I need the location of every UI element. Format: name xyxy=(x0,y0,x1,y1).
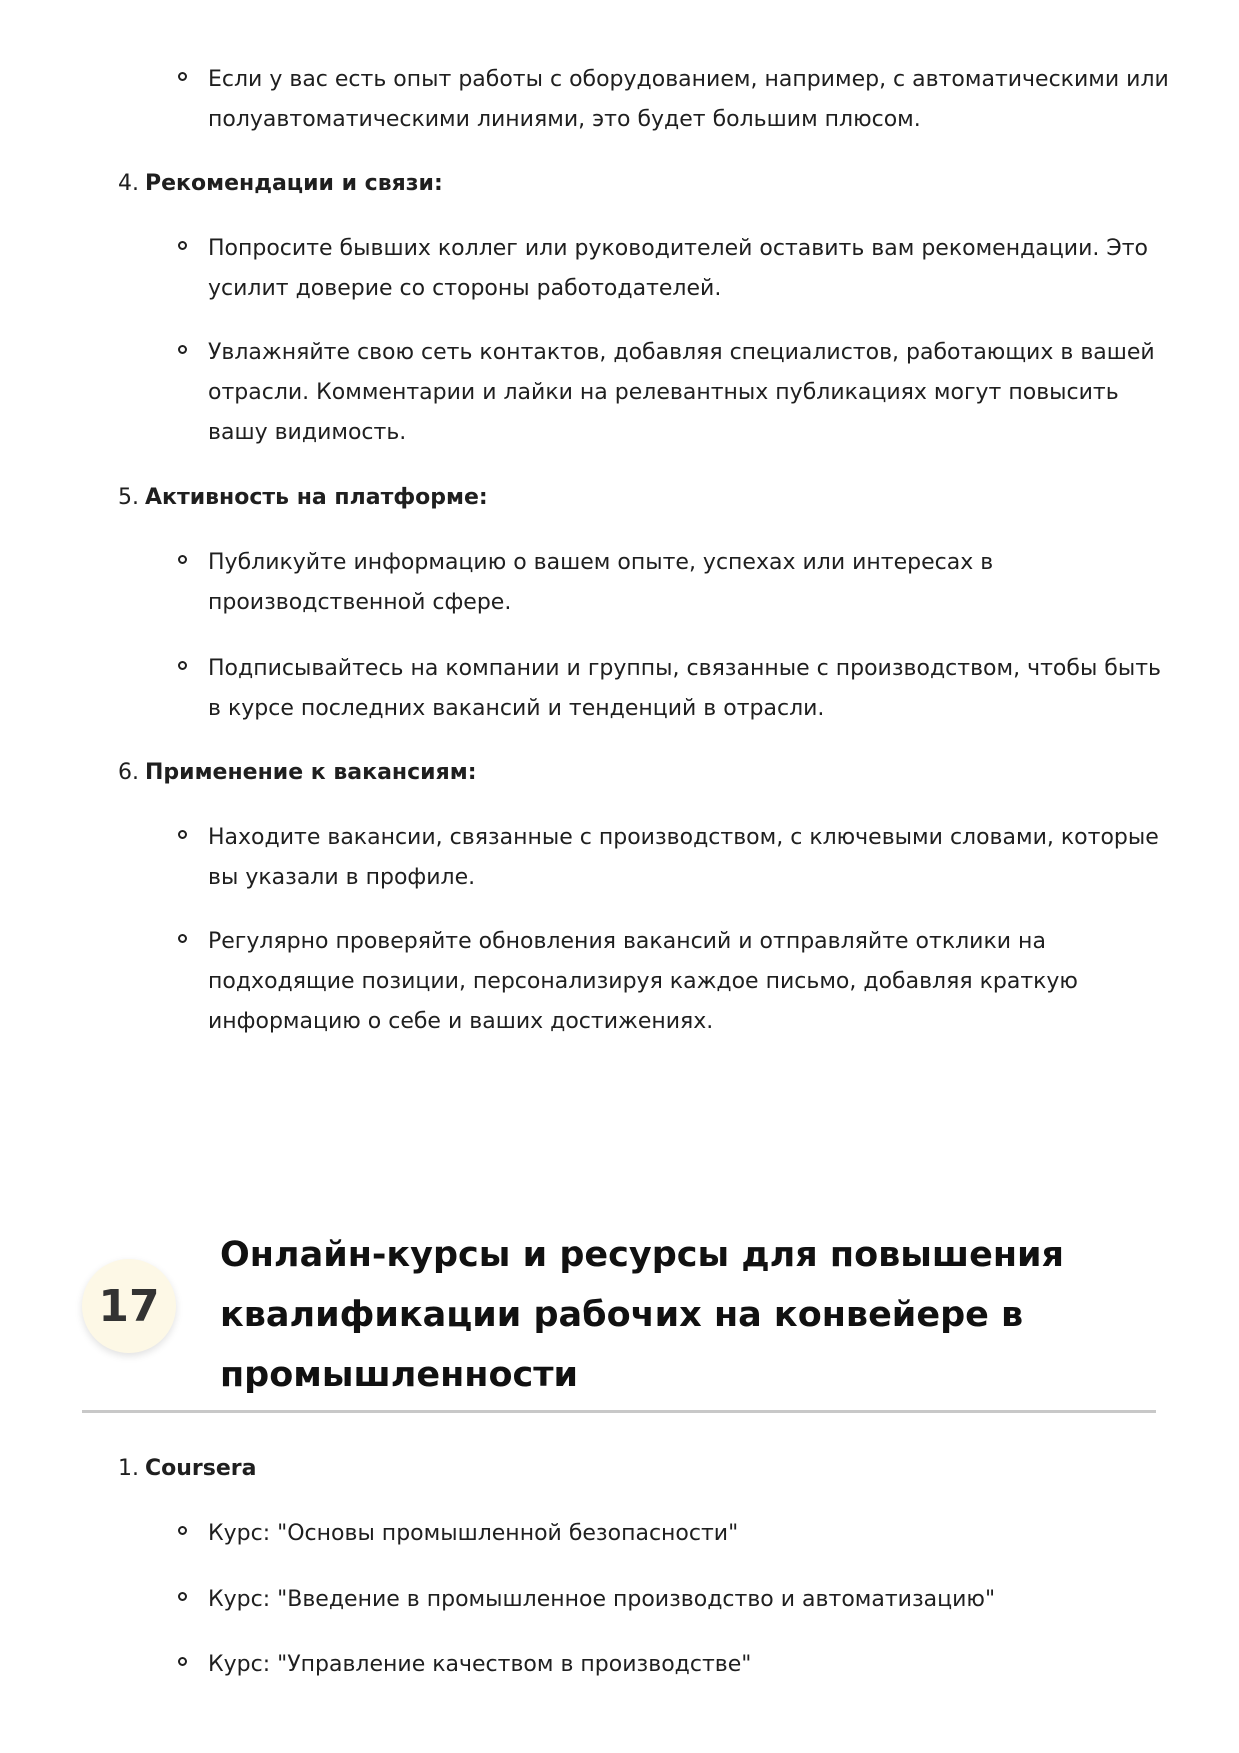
chapter-title: Онлайн-курсы и ресурсы для повышения квалификации рабочих на конвейере в промышленности xyxy=(220,1235,1064,1395)
numbered-heading xyxy=(118,1455,256,1483)
chapter-number-badge: 17 xyxy=(82,1259,176,1353)
item-title: Активность на платформе: xyxy=(145,485,488,510)
item-number: 6. xyxy=(118,760,139,785)
bullet-circle-icon xyxy=(178,241,187,250)
list-item-text: Публикуйте информацию о вашем опыте, успехах или интересах в производственной сфере. xyxy=(208,550,994,615)
item-number: 5. xyxy=(118,485,139,510)
bullet-circle-icon xyxy=(178,555,187,564)
numbered-heading xyxy=(118,484,488,512)
chapter-heading xyxy=(82,1225,1156,1415)
item-title: Рекомендации и связи: xyxy=(145,171,443,196)
item-title: Coursera xyxy=(145,1456,257,1481)
list-item-text: Увлажняйте свою сеть контактов, добавляя специалистов, работающих в вашей отрасли. Комментарии и лайки на релевантных публикациях могут повысить вашу видимость. xyxy=(208,340,1155,445)
list-item-text: Регулярно проверяйте обновления вакансий и отправляйте отклики на подходящие позиции, персонализируя каждое письмо, добавляя краткую информацию о себе и ваших достижениях. xyxy=(208,929,1078,1034)
bullet-circle-icon xyxy=(178,345,187,354)
list-item-text: Курс: "Управление качеством в производстве" xyxy=(208,1652,752,1677)
bullet-circle-icon xyxy=(178,934,187,943)
numbered-heading xyxy=(118,759,477,787)
bullet-circle-icon xyxy=(178,72,187,81)
list-item-text: Находите вакансии, связанные с производством, с ключевыми словами, которые вы указали в профиле. xyxy=(208,825,1159,890)
item-number: 4. xyxy=(118,171,139,196)
divider xyxy=(82,1410,1156,1413)
list-item-text: Подписывайтесь на компании и группы, связанные с производством, чтобы быть в курсе последних вакансий и тенденций в отрасли. xyxy=(208,656,1162,721)
list-item-text: Если у вас есть опыт работы с оборудованием, например, с автоматическими или полуавтоматическими линиями, это будет большим плюсом. xyxy=(208,67,1169,132)
list-item-text: Попросите бывших коллег или руководителей оставить вам рекомендации. Это усилит доверие со стороны работодателей. xyxy=(208,236,1148,301)
item-title: Применение к вакансиям: xyxy=(145,760,477,785)
numbered-heading xyxy=(118,170,443,198)
bullet-circle-icon xyxy=(178,1592,187,1601)
bullet-circle-icon xyxy=(178,1526,187,1535)
item-number: 1. xyxy=(118,1456,139,1481)
list-item-text: Курс: "Основы промышленной безопасности" xyxy=(208,1521,739,1546)
list-item-text: Курс: "Введение в промышленное производство и автоматизацию" xyxy=(208,1587,996,1612)
bullet-circle-icon xyxy=(178,661,187,670)
bullet-circle-icon xyxy=(178,830,187,839)
bullet-circle-icon xyxy=(178,1657,187,1666)
